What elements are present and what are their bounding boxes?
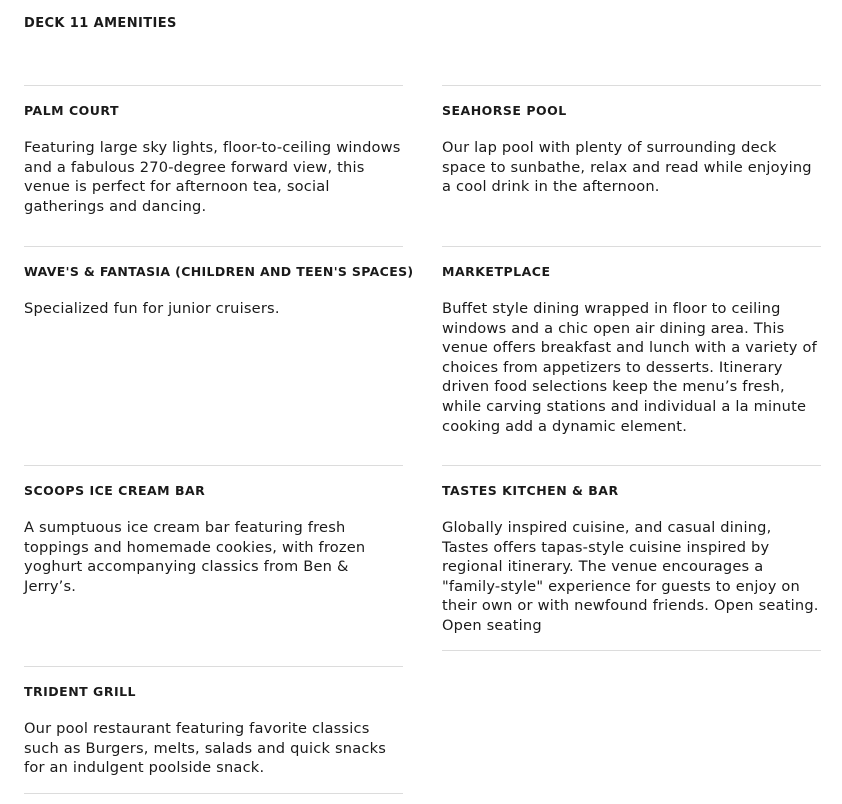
amenity-title: SEAHORSE POOL [442,103,567,118]
amenity-description: Our lap pool with plenty of surrounding deck space to sunbathe, relax and read while enjoying a cool drink in the afternoon. [442,139,812,196]
amenity-description: Globally inspired cuisine, and casual dining, Tastes offers tapas-style cuisine inspired by regional itinerary. The venue encourages a "family-style" experience for guests to enjoy on their own or with newfound friends. Open seating. Open seating [442,519,819,634]
amenity-title: PALM COURT [24,103,119,118]
divider [24,793,403,794]
amenity-title: WAVE'S & FANTASIA (CHILDREN AND TEEN'S SPACES) [24,264,414,279]
amenity-title: SCOOPS ICE CREAM BAR [24,483,206,498]
amenity-card-marketplace [442,246,821,436]
amenity-description: Specialized fun for junior cruisers. [24,300,280,317]
amenity-description: A sumptuous ice cream bar featuring fresh toppings and homemade cookies, with frozen yoghurt accompanying classics from Ben & Jerry’s. [24,519,366,595]
amenity-description: Our pool restaurant featuring favorite classics such as Burgers, melts, salads and quick snacks for an indulgent poolside snack. [24,720,387,777]
amenity-description: Buffet style dining wrapped in floor to ceiling windows and a chic open air dining area. This venue offers breakfast and lunch with a variety of choices from appetizers to desserts. Itinerary driven food selections keep the menu’s fresh, while carving stations and individual a la minute cooking add a dynamic element. [442,300,817,435]
amenity-description: Featuring large sky lights, floor-to-ceiling windows and a fabulous 270-degree forward view, this venue is perfect for afternoon tea, social gatherings and dancing. [24,139,401,215]
amenity-card-tastes [442,465,821,636]
amenity-title: TRIDENT GRILL [24,684,137,699]
amenity-card-waves-fantasia [24,246,414,319]
amenity-title: TASTES KITCHEN & BAR [442,483,619,498]
amenity-card-trident-grill [24,666,403,778]
amenity-title: MARKETPLACE [442,264,551,279]
divider [442,650,821,651]
page-title: DECK 11 AMENITIES [24,16,177,31]
amenity-card-seahorse-pool [442,85,821,197]
amenity-card-scoops [24,465,403,596]
amenity-card-palm-court [24,85,403,216]
